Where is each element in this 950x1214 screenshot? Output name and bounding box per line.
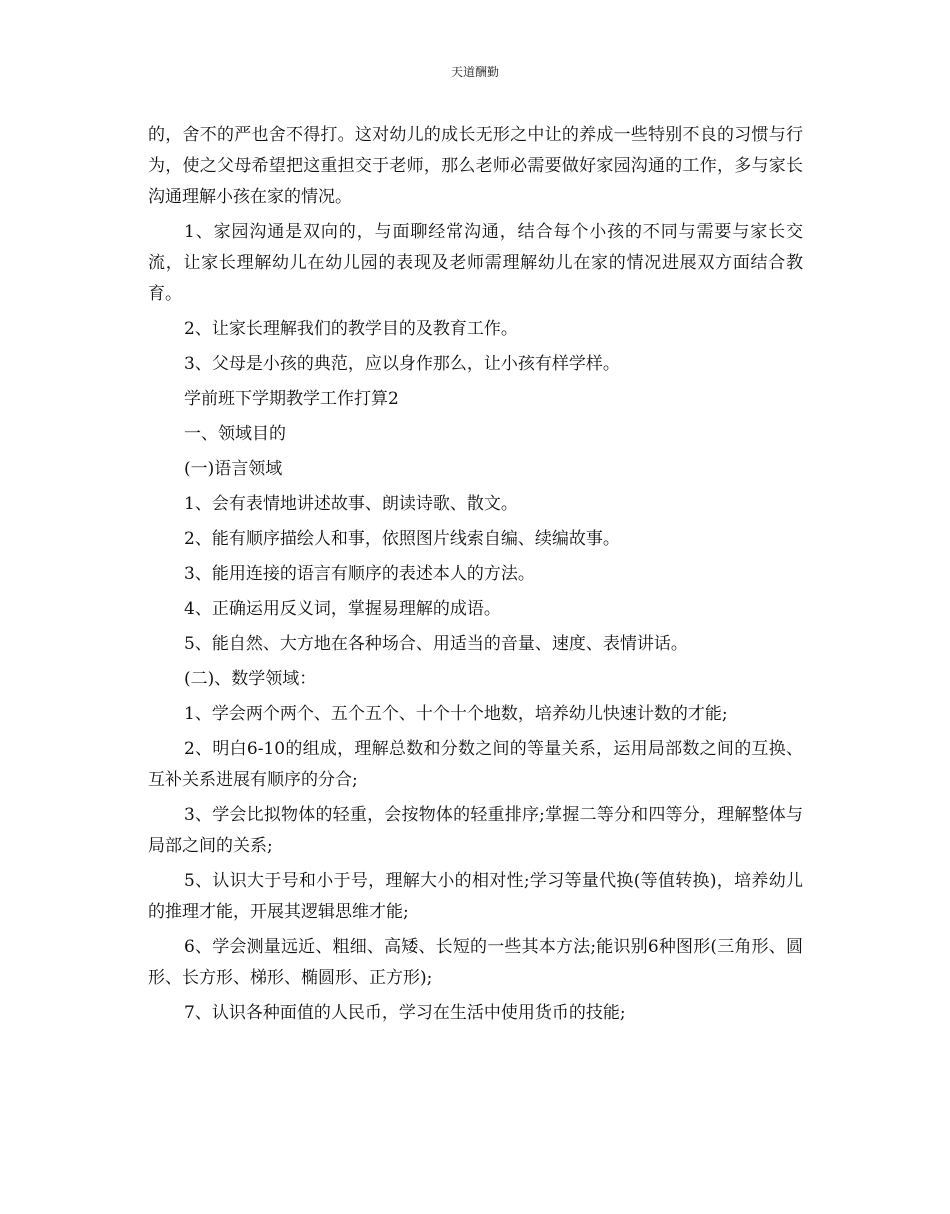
paragraph: 1、家园沟通是双向的，与面聊经常沟通，结合每个小孩的不同与需要与家长交流，让家长理解幼儿在幼儿园的表现及老师需理解幼儿在家的情况进展双方面结合教育。 [148, 222, 803, 304]
section-heading: 一、领域目的 [184, 424, 286, 444]
list-item: 6、学会测量远近、粗细、高矮、长短的一些其本方法;能识别6种图形(三角形、圆形、长方形、梯形、椭圆形、正方形); [148, 937, 803, 988]
document-body [148, 120, 803, 1033]
list-item: 1、会有表情地讲述故事、朗读诗歌、散文。 [184, 494, 518, 514]
list-item: 5、认识大于号和小于号，理解大小的相对性;学习等量代换(等值转换)，培养幼儿的推理才能，开展其逻辑思维才能; [148, 871, 803, 922]
paragraph: 的，舍不的严也舍不得打。这对幼儿的成长无形之中让的养成一些特别不良的习惯与行为，使之父母希望把这重担交于老师，那么老师必需要做好家园沟通的工作，多与家长沟通理解小孩在家的情况。 [148, 125, 803, 207]
subsection-heading: (一)语言领域 [184, 459, 283, 479]
list-item: 2、明白6-10的组成，理解总数和分数之间的等量关系，运用局部数之间的互换、互补关系进展有顺序的分合; [148, 739, 803, 790]
list-item: 5、能自然、大方地在各种场合、用适当的音量、速度、表情讲话。 [184, 634, 688, 654]
paragraph: 2、让家长理解我们的教学目的及教育工作。 [184, 319, 518, 339]
paragraph: 3、父母是小孩的典范，应以身作那么，让小孩有样学样。 [184, 354, 620, 374]
section-title: 学前班下学期教学工作打算2 [184, 389, 399, 409]
list-item: 1、学会两个两个、五个五个、十个十个地数，培养幼儿快速计数的才能; [184, 704, 728, 724]
list-item: 2、能有顺序描绘人和事，依照图片线索自编、续编故事。 [184, 529, 620, 549]
list-item: 7、认识各种面值的人民币，学习在生活中使用货币的技能; [184, 1003, 626, 1023]
page-header: 天道酬勤 [450, 65, 499, 79]
list-item: 4、正确运用反义词，掌握易理解的成语。 [184, 599, 501, 619]
subsection-heading: (二)、数学领域： [184, 669, 317, 689]
list-item: 3、能用连接的语言有顺序的表述本人的方法。 [184, 564, 535, 584]
list-item: 3、学会比拟物体的轻重，会按物体的轻重排序;掌握二等分和四等分，理解整体与局部之间的关系; [148, 805, 803, 856]
